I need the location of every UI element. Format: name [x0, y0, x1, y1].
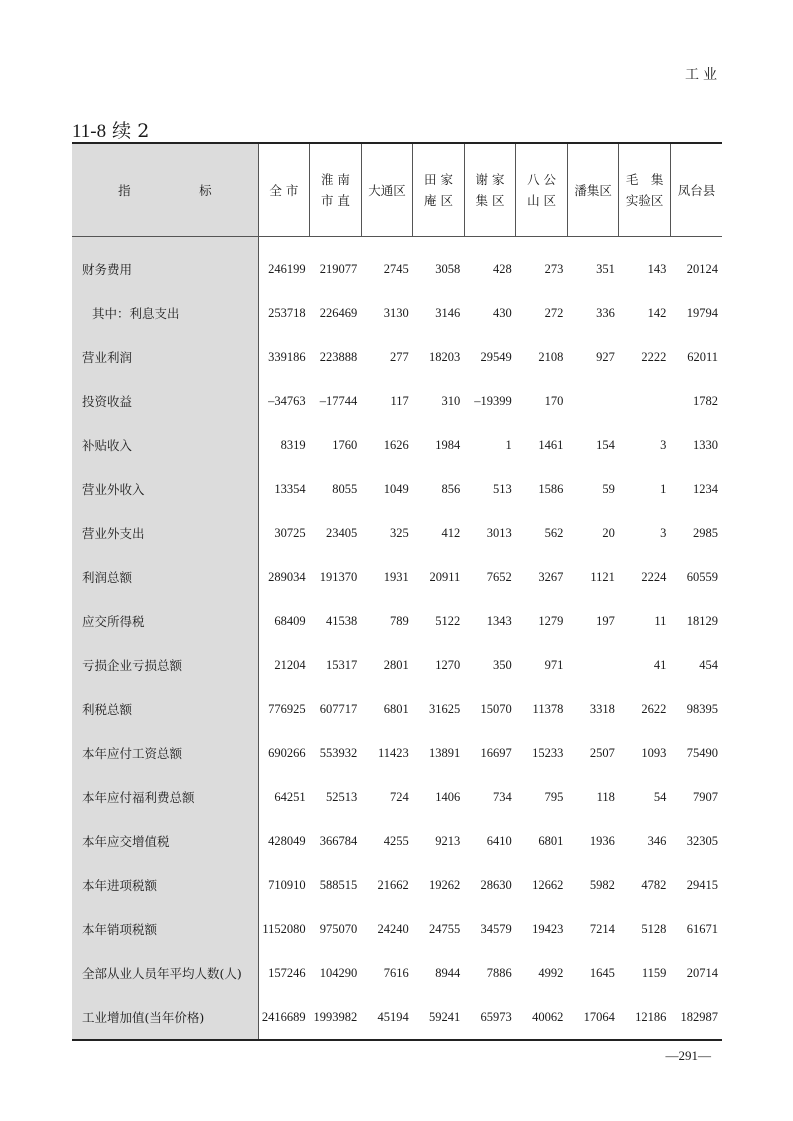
value-cell: 2622 — [641, 701, 667, 716]
value-cell: 325 — [389, 525, 409, 540]
value-cell: 710910 — [258, 863, 310, 907]
table-row — [72, 863, 722, 907]
table-body — [72, 237, 722, 1040]
value-cell: 3267 — [538, 569, 564, 584]
value-cell: 15070 — [480, 701, 512, 716]
value-cell: 350 — [493, 657, 512, 672]
row-label: 利润总额 — [72, 555, 258, 599]
row-label: 本年应付工资总额 — [72, 731, 258, 775]
row-label: 应交所得税 — [72, 599, 258, 643]
value-cell: 11378 — [532, 701, 564, 716]
value-cell: 1984 — [435, 437, 461, 452]
value-cell: 971 — [544, 657, 564, 672]
column-header: 大通区 — [361, 144, 413, 237]
table-row — [72, 467, 722, 511]
value-cell: 68409 — [258, 599, 310, 643]
value-cell: 4782 — [641, 877, 667, 892]
value-cell: 65973 — [480, 1009, 512, 1024]
value-cell: 28630 — [480, 877, 512, 892]
value-cell: 1152080 — [258, 907, 310, 951]
column-header: 谢 家 集 区 — [464, 144, 516, 237]
value-cell: 31625 — [429, 701, 461, 716]
value-cell: 3130 — [383, 305, 409, 320]
value-cell: 412 — [441, 525, 461, 540]
statistics-table-container — [72, 142, 722, 1041]
value-cell: 18203 — [429, 349, 461, 364]
table-row — [72, 423, 722, 467]
table-row — [72, 379, 722, 423]
value-cell: 197 — [596, 613, 615, 628]
table-row — [72, 951, 722, 995]
value-cell: 1121 — [590, 569, 615, 584]
value-cell: 273 — [544, 261, 564, 276]
value-cell: 246199 — [258, 247, 310, 291]
value-cell: 5982 — [589, 877, 615, 892]
row-label: 本年进项税额 — [72, 863, 258, 907]
value-cell: 118 — [596, 789, 615, 804]
value-cell: 6801 — [538, 833, 564, 848]
value-cell: 24240 — [377, 921, 409, 936]
value-cell: 1270 — [435, 657, 461, 672]
value-cell: 24755 — [429, 921, 461, 936]
value-cell: 3318 — [589, 701, 615, 716]
value-cell: –34763 — [258, 379, 310, 423]
value-cell: 157246 — [258, 951, 310, 995]
value-cell: 3013 — [486, 525, 512, 540]
value-cell: 776925 — [258, 687, 310, 731]
value-cell: 29415 — [686, 877, 718, 892]
value-cell: 12186 — [635, 1009, 667, 1024]
column-header: 淮 南 市 直 — [310, 144, 362, 237]
value-cell: 562 — [544, 525, 564, 540]
row-label: 补贴收入 — [72, 423, 258, 467]
table-code: 11-8 — [72, 121, 107, 142]
value-cell: 4255 — [383, 833, 409, 848]
row-label: 营业外收入 — [72, 467, 258, 511]
table-row — [72, 291, 722, 335]
value-cell: 9213 — [435, 833, 461, 848]
value-cell: 223888 — [319, 349, 358, 364]
row-label: 本年销项税额 — [72, 907, 258, 951]
table-row — [72, 555, 722, 599]
value-cell: 13354 — [258, 467, 310, 511]
value-cell: 142 — [647, 305, 667, 320]
value-cell: 15317 — [325, 657, 358, 672]
value-cell: 1330 — [693, 437, 718, 452]
value-cell: 59 — [602, 481, 615, 496]
value-cell: 41 — [653, 657, 667, 672]
value-cell: 588515 — [319, 877, 358, 892]
value-cell: 7652 — [486, 569, 512, 584]
column-header: 全 市 — [258, 144, 310, 237]
value-cell: 430 — [493, 305, 512, 320]
column-header: 八 公 山 区 — [516, 144, 568, 237]
value-cell: 45194 — [377, 1009, 409, 1024]
value-cell: 34579 — [480, 921, 512, 936]
value-cell: 1993982 — [313, 1009, 358, 1024]
value-cell: 104290 — [319, 965, 358, 980]
row-label: 财务费用 — [72, 247, 258, 291]
value-cell: 182987 — [680, 1009, 718, 1024]
value-cell: 20911 — [429, 569, 461, 584]
value-cell: 253718 — [258, 291, 310, 335]
value-cell: 40062 — [532, 1009, 564, 1024]
value-cell: 272 — [544, 305, 564, 320]
value-cell: 21204 — [258, 643, 310, 687]
value-cell: 3146 — [435, 305, 461, 320]
value-cell: 1093 — [641, 745, 667, 760]
value-cell: 5128 — [641, 921, 667, 936]
value-cell: 20 — [602, 525, 615, 540]
value-cell: 856 — [441, 481, 461, 496]
value-cell: 15233 — [532, 745, 564, 760]
value-cell: 690266 — [258, 731, 310, 775]
spacer-cell — [258, 237, 722, 248]
value-cell: 30725 — [258, 511, 310, 555]
value-cell: 3058 — [435, 261, 461, 276]
table-row — [72, 907, 722, 951]
value-cell: 927 — [596, 349, 615, 364]
value-cell: 16697 — [480, 745, 512, 760]
spacer-row — [72, 237, 722, 248]
value-cell: 336 — [596, 305, 615, 320]
value-cell: 23405 — [325, 525, 358, 540]
table-title — [72, 116, 149, 143]
column-header-indicator: 指 标 — [72, 144, 258, 237]
row-label: 营业外支出 — [72, 511, 258, 555]
value-cell: 117 — [390, 393, 409, 408]
value-cell: 7214 — [589, 921, 615, 936]
value-cell: 18129 — [686, 613, 718, 628]
value-cell: 59241 — [429, 1009, 461, 1024]
value-cell: 975070 — [319, 921, 358, 936]
page-number: —291— — [665, 1048, 711, 1063]
table-header — [72, 144, 722, 237]
value-cell: 1782 — [693, 393, 718, 408]
value-cell: 8944 — [435, 965, 461, 980]
value-cell: 789 — [389, 613, 409, 628]
value-cell — [619, 379, 671, 423]
value-cell: 1760 — [332, 437, 358, 452]
value-cell: 20124 — [686, 261, 718, 276]
value-cell: 513 — [493, 481, 512, 496]
value-cell: 1159 — [641, 965, 667, 980]
value-cell: 454 — [699, 657, 718, 672]
value-cell — [567, 643, 619, 687]
value-cell: 1626 — [383, 437, 409, 452]
value-cell: 734 — [493, 789, 512, 804]
row-label: 全部从业人员年平均人数(人) — [72, 951, 258, 995]
section-label: 工业 — [685, 67, 721, 83]
value-cell: 428049 — [258, 819, 310, 863]
value-cell: 11423 — [377, 745, 409, 760]
value-cell: 61671 — [686, 921, 718, 936]
value-cell: 2801 — [383, 657, 409, 672]
value-cell: 1049 — [383, 481, 409, 496]
value-cell: 19423 — [532, 921, 564, 936]
table-row — [72, 775, 722, 819]
value-cell: 346 — [647, 833, 667, 848]
value-cell: 1 — [660, 481, 667, 496]
table-row — [72, 995, 722, 1039]
value-cell: 19794 — [686, 305, 718, 320]
row-label: 利税总额 — [72, 687, 258, 731]
column-header: 毛 集 实验区 — [619, 144, 671, 237]
table-row — [72, 599, 722, 643]
table-row — [72, 819, 722, 863]
value-cell: 13891 — [429, 745, 461, 760]
row-label: 亏损企业亏损总额 — [72, 643, 258, 687]
value-cell: 2985 — [693, 525, 718, 540]
column-header: 潘集区 — [567, 144, 619, 237]
value-cell: 12662 — [532, 877, 564, 892]
value-cell: 366784 — [319, 833, 358, 848]
value-cell: 428 — [493, 261, 512, 276]
value-cell: 1406 — [435, 789, 461, 804]
value-cell: 60559 — [686, 569, 718, 584]
value-cell: 724 — [389, 789, 409, 804]
statistics-table — [72, 144, 722, 1039]
value-cell: 98395 — [686, 701, 718, 716]
table-row — [72, 511, 722, 555]
table-row — [72, 335, 722, 379]
value-cell: 5122 — [435, 613, 461, 628]
value-cell: 54 — [653, 789, 667, 804]
value-cell: 2745 — [383, 261, 409, 276]
value-cell: 7907 — [693, 789, 718, 804]
value-cell: 795 — [544, 789, 564, 804]
row-label: 投资收益 — [72, 379, 258, 423]
row-label: 本年应付福利费总额 — [72, 775, 258, 819]
value-cell: 75490 — [686, 745, 718, 760]
value-cell: 2224 — [641, 569, 667, 584]
value-cell: 1461 — [538, 437, 564, 452]
value-cell: 11 — [654, 613, 667, 628]
column-header: 凤台县 — [670, 144, 722, 237]
value-cell: 29549 — [480, 349, 512, 364]
column-header: 田 家 庵 区 — [413, 144, 465, 237]
value-cell: 339186 — [258, 335, 310, 379]
value-cell: 6801 — [383, 701, 409, 716]
value-cell: 20714 — [686, 965, 718, 980]
value-cell: 1 — [505, 437, 512, 452]
value-cell: 2507 — [589, 745, 615, 760]
value-cell: 52513 — [325, 789, 358, 804]
value-cell: 8319 — [258, 423, 310, 467]
value-cell — [567, 379, 619, 423]
value-cell: 1936 — [589, 833, 615, 848]
value-cell: 19262 — [429, 877, 461, 892]
table-title-suffix: 续 2 — [106, 120, 150, 142]
value-cell: 64251 — [258, 775, 310, 819]
value-cell: 7616 — [383, 965, 409, 980]
value-cell: –19399 — [474, 393, 512, 408]
value-cell: 62011 — [687, 349, 718, 364]
table-row — [72, 731, 722, 775]
value-cell: 553932 — [319, 745, 358, 760]
value-cell: 4992 — [538, 965, 564, 980]
value-cell: 41538 — [325, 613, 358, 628]
value-cell: 2222 — [641, 349, 667, 364]
row-label: 其中：利息支出 — [72, 291, 258, 335]
row-label: 营业利润 — [72, 335, 258, 379]
value-cell: 2108 — [538, 349, 564, 364]
value-cell: 154 — [596, 437, 615, 452]
value-cell: 17064 — [583, 1009, 615, 1024]
row-label: 本年应交增值税 — [72, 819, 258, 863]
bottom-rule — [72, 1039, 722, 1041]
value-cell: 1234 — [693, 481, 718, 496]
value-cell: 351 — [596, 261, 615, 276]
value-cell: 21662 — [377, 877, 409, 892]
table-row — [72, 643, 722, 687]
value-cell: 277 — [389, 349, 409, 364]
row-label: 工业增加值(当年价格) — [72, 995, 258, 1039]
value-cell: 310 — [441, 393, 461, 408]
value-cell: 226469 — [319, 305, 358, 320]
value-cell: –17744 — [319, 393, 358, 408]
value-cell: 3 — [660, 437, 667, 452]
value-cell: 8055 — [332, 481, 358, 496]
value-cell: 607717 — [319, 701, 358, 716]
value-cell: 1343 — [486, 613, 512, 628]
value-cell: 191370 — [319, 569, 358, 584]
value-cell: 1279 — [538, 613, 564, 628]
value-cell: 32305 — [686, 833, 718, 848]
value-cell: 1586 — [538, 481, 564, 496]
value-cell: 289034 — [258, 555, 310, 599]
value-cell: 2416689 — [258, 995, 310, 1039]
value-cell: 7886 — [486, 965, 512, 980]
value-cell: 1645 — [589, 965, 615, 980]
value-cell: 170 — [544, 393, 564, 408]
table-row — [72, 687, 722, 731]
value-cell: 219077 — [319, 261, 358, 276]
table-row — [72, 247, 722, 291]
spacer-cell — [72, 237, 258, 248]
value-cell: 6410 — [486, 833, 512, 848]
value-cell: 3 — [660, 525, 667, 540]
value-cell: 1931 — [383, 569, 409, 584]
value-cell: 143 — [647, 261, 667, 276]
